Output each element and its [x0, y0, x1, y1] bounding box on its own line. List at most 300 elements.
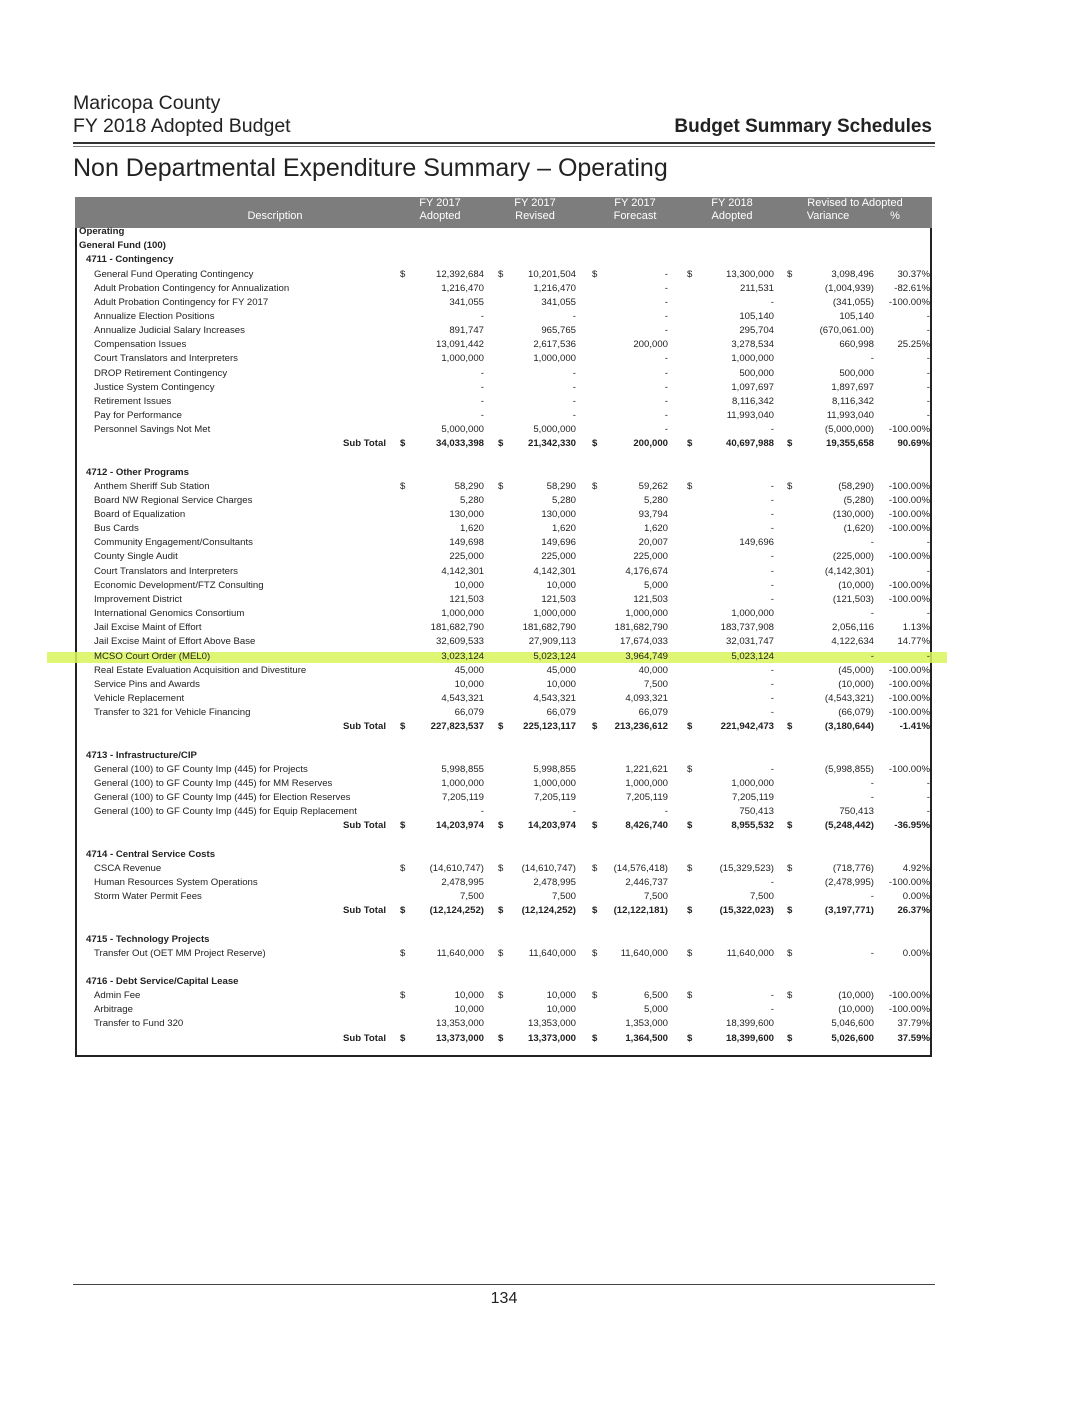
fy17-adopted-cell: (12,124,252) [429, 905, 484, 917]
line-item-label: Storm Water Permit Fees [94, 891, 202, 902]
table-row [77, 763, 930, 777]
fy17-revised-cell: 7,500 [551, 891, 576, 902]
fy17-adopted-cell: 1,000,000 [441, 353, 484, 365]
col-fy18-adopted: Adopted [711, 210, 753, 222]
fy17-adopted-cell: 891,747 [449, 325, 484, 337]
fy17-revised-cell: 10,000 [546, 990, 576, 1002]
fy18-adopted-cell: 40,697,988 [725, 438, 774, 450]
footer-divider [73, 1284, 935, 1285]
fy17-adopted-cell: (14,610,747) [429, 862, 484, 874]
variance-pct-cell: 1.13% [902, 622, 930, 634]
fy17-forecast-cell: 17,674,033 [619, 636, 668, 648]
table-row [77, 635, 930, 649]
fy17-forecast-cell: - [664, 367, 668, 379]
fy17-forecast-cell: - [664, 381, 668, 393]
fy17-revised-cell: 149,696 [541, 537, 576, 549]
fy17-adopted-cell: 11,640,000 [436, 947, 484, 959]
header-divider [73, 142, 935, 144]
currency-symbol: $ [400, 905, 406, 917]
fy17-revised-cell: 130,000 [541, 509, 576, 520]
fy18-adopted-cell: (15,322,023) [719, 905, 774, 917]
fy17-revised-cell: 27,909,113 [528, 636, 576, 648]
variance-pct-cell: - [926, 367, 930, 379]
table-header [75, 197, 932, 228]
table-row [77, 324, 930, 338]
fy18-adopted-cell: - [770, 990, 774, 1002]
fy17-adopted-cell: - [480, 395, 484, 407]
variance-cell: (121,503) [832, 593, 874, 605]
currency-symbol: $ [592, 820, 598, 832]
currency-symbol: $ [687, 820, 693, 832]
fy17-adopted-cell: 5,998,855 [441, 763, 484, 775]
fy17-forecast-cell: 40,000 [638, 664, 668, 676]
table-row [77, 621, 930, 635]
variance-cell: - [870, 792, 874, 803]
category-heading: 4715 - Technology Projects [86, 933, 210, 945]
variance-cell: 5,046,600 [831, 1018, 874, 1030]
line-item-label: Pay for Performance [94, 410, 182, 421]
fy18-adopted-cell: 1,000,000 [731, 777, 774, 789]
currency-symbol: $ [687, 763, 693, 775]
fy17-forecast-cell: - [664, 806, 668, 818]
fy18-adopted-cell: 32,031,747 [725, 636, 774, 648]
variance-pct-cell: -82.61% [894, 282, 930, 294]
fy17-forecast-cell: 5,000 [643, 1004, 668, 1016]
header-left [73, 92, 291, 138]
fy17-forecast-cell: 7,500 [643, 891, 668, 902]
variance-pct-cell: 37.59% [897, 1032, 930, 1044]
fy17-revised-cell: 1,000,000 [533, 777, 576, 789]
category-heading: 4712 - Other Programs [86, 466, 189, 478]
fy18-adopted-cell: 7,500 [749, 891, 774, 902]
currency-symbol: $ [787, 721, 793, 733]
variance-pct-cell: - [926, 310, 930, 322]
currency-symbol: $ [400, 480, 406, 492]
currency-symbol: $ [687, 905, 693, 917]
fy18-adopted-cell: 7,205,119 [732, 792, 774, 803]
currency-symbol: $ [787, 905, 793, 917]
currency-symbol: $ [592, 947, 598, 959]
fy17-revised-cell: 10,000 [546, 579, 576, 591]
fy17-revised-cell: 2,617,536 [533, 339, 576, 351]
fy18-adopted-cell: 1,000,000 [731, 608, 774, 619]
fy17-adopted-cell: - [480, 310, 484, 322]
currency-symbol: $ [400, 721, 406, 733]
table-row [77, 296, 930, 310]
line-item-label: Improvement District [94, 593, 182, 605]
currency-symbol: $ [592, 862, 598, 874]
line-item-label: Personnel Savings Not Met [94, 424, 211, 436]
variance-cell: 660,998 [839, 339, 874, 351]
fy17-revised-cell: 13,353,000 [527, 1018, 576, 1030]
line-item-label: Service Pins and Awards [94, 678, 200, 690]
fy17-adopted-cell: 4,543,321 [441, 692, 484, 704]
table-row [77, 607, 930, 621]
variance-pct-cell: -100.00% [888, 876, 930, 888]
fy18-adopted-cell: 11,640,000 [726, 947, 774, 959]
line-item-label: Justice System Contingency [94, 381, 215, 393]
line-item-label: Transfer to 321 for Vehicle Financing [94, 707, 251, 719]
fy17-forecast-cell: 181,682,790 [614, 622, 668, 634]
table-row [77, 706, 930, 720]
variance-pct-cell: - [926, 792, 930, 803]
table-row [77, 338, 930, 352]
fy17-adopted-cell: 3,023,124 [441, 650, 484, 662]
fy17-forecast-cell: 4,093,321 [625, 692, 668, 704]
fy17-revised-cell: - [572, 381, 576, 393]
fy18-adopted-cell: 5,023,124 [731, 650, 774, 662]
line-item-label: Compensation Issues [94, 339, 187, 351]
fy17-adopted-cell: 130,000 [449, 509, 484, 520]
variance-cell: 500,000 [839, 367, 874, 379]
fy17-revised-cell: 1,216,470 [533, 282, 576, 294]
currency-symbol: $ [787, 820, 793, 832]
table-row [77, 508, 930, 522]
currency-symbol: $ [787, 947, 793, 959]
table-row [77, 650, 930, 664]
currency-symbol: $ [592, 721, 598, 733]
variance-cell: (5,280) [843, 494, 874, 506]
fy18-adopted-cell: 18,399,600 [725, 1032, 774, 1044]
variance-pct-cell: -100.00% [888, 664, 930, 676]
variance-pct-cell: -100.00% [888, 509, 930, 520]
fy18-adopted-cell: 295,704 [739, 325, 774, 337]
currency-symbol: $ [498, 820, 504, 832]
variance-cell: (4,142,301) [824, 565, 874, 577]
fy17-forecast-cell: 8,426,740 [625, 820, 668, 832]
fy17-adopted-cell: 34,033,398 [435, 438, 484, 450]
fy17-adopted-cell: 13,373,000 [435, 1032, 484, 1044]
section-heading [77, 239, 930, 253]
page-number: 134 [490, 1290, 518, 1307]
variance-cell: (718,776) [832, 862, 874, 874]
fy17-adopted-cell: 10,000 [454, 1004, 484, 1016]
document-name: FY 2018 Adopted Budget [73, 115, 291, 137]
table-row [77, 777, 930, 791]
line-item-label: General (100) to GF County Imp (445) for MM Reserves [94, 777, 333, 789]
subtotal-row [77, 904, 930, 918]
fy17-revised-cell: (14,610,747) [521, 862, 576, 874]
variance-cell: 8,116,342 [832, 395, 874, 407]
fy17-revised-cell: 58,290 [546, 480, 576, 492]
table-row [77, 890, 930, 904]
fy17-adopted-cell: 5,000,000 [441, 424, 484, 436]
currency-symbol: $ [592, 1032, 598, 1044]
fy17-revised-cell: - [572, 395, 576, 407]
line-item-label: General (100) to GF County Imp (445) for Equip Replacement [94, 806, 357, 818]
variance-cell: (3,180,644) [824, 721, 874, 733]
variance-cell: (10,000) [838, 579, 874, 591]
table-row [77, 282, 930, 296]
page-title: Non Departmental Expenditure Summary – Operating [73, 154, 668, 182]
fy17-revised-cell: - [572, 367, 576, 379]
variance-pct-cell: -100.00% [888, 593, 930, 605]
table-row [77, 522, 930, 536]
currency-symbol: $ [498, 905, 504, 917]
fy17-adopted-cell: 14,203,974 [435, 820, 484, 832]
fy17-forecast-cell: 5,280 [643, 494, 668, 506]
variance-cell: 5,026,600 [831, 1032, 874, 1044]
currency-symbol: $ [687, 862, 693, 874]
line-item-label: CSCA Revenue [94, 862, 162, 874]
line-item-label: Jail Excise Maint of Effort Above Base [94, 636, 256, 648]
fy17-forecast-cell: 20,007 [638, 537, 668, 549]
variance-cell: (130,000) [832, 509, 874, 520]
fy17-revised-cell: 21,342,330 [527, 438, 576, 450]
variance-pct-cell: -100.00% [888, 678, 930, 690]
col-fy17-adopted-year: FY 2017 [419, 197, 461, 209]
fy17-revised-cell: 225,000 [541, 551, 576, 563]
table-row [77, 550, 930, 564]
table-row [77, 692, 930, 706]
variance-cell: - [870, 537, 874, 549]
currency-symbol: $ [498, 721, 504, 733]
fy17-forecast-cell: 225,000 [633, 551, 668, 563]
table-row [77, 395, 930, 409]
fy17-adopted-cell: 32,609,533 [435, 636, 484, 648]
currency-symbol: $ [787, 862, 793, 874]
section-heading [77, 749, 930, 763]
variance-pct-cell: 0.00% [902, 947, 930, 959]
fy17-revised-cell: 5,280 [551, 494, 576, 506]
variance-cell: 3,098,496 [831, 268, 874, 280]
currency-symbol: $ [592, 905, 598, 917]
fy18-adopted-cell: 13,300,000 [725, 268, 774, 280]
table-row [77, 409, 930, 423]
variance-pct-cell: -100.00% [888, 494, 930, 506]
subtotal-row [77, 437, 930, 451]
col-variance: Variance [806, 210, 850, 222]
fy17-revised-cell: 10,000 [546, 678, 576, 690]
fy17-forecast-cell: 2,446,737 [625, 876, 668, 888]
variance-pct-cell: 30.37% [897, 268, 930, 280]
col-percent: % [890, 210, 900, 222]
variance-pct-cell: -1.41% [899, 721, 930, 733]
fy17-forecast-cell: - [664, 395, 668, 407]
variance-cell: - [870, 353, 874, 365]
fy17-revised-cell: - [572, 806, 576, 818]
variance-pct-cell: - [926, 381, 930, 393]
fy17-adopted-cell: 5,280 [459, 494, 484, 506]
currency-symbol: $ [687, 438, 693, 450]
currency-symbol: $ [498, 990, 504, 1002]
fy18-adopted-cell: - [770, 480, 774, 492]
table-row [77, 268, 930, 282]
fy18-adopted-cell: 8,955,532 [731, 820, 774, 832]
variance-pct-cell: - [926, 353, 930, 365]
variance-pct-cell: -100.00% [888, 551, 930, 563]
subtotal-row [77, 819, 930, 833]
fy17-adopted-cell: 2,478,995 [441, 876, 484, 888]
currency-symbol: $ [498, 862, 504, 874]
fy17-adopted-cell: 58,290 [454, 480, 484, 492]
fy17-adopted-cell: 227,823,537 [430, 721, 484, 733]
fy17-adopted-cell: 12,392,684 [435, 268, 484, 280]
fy18-adopted-cell: - [770, 692, 774, 704]
table-row [77, 565, 930, 579]
line-item-label: Admin Fee [94, 990, 141, 1002]
fy17-forecast-cell: 213,236,612 [614, 721, 668, 733]
variance-cell: (5,998,855) [824, 763, 874, 775]
currency-symbol: $ [498, 480, 504, 492]
fy17-adopted-cell: 10,000 [454, 678, 484, 690]
line-item-label: Board of Equalization [94, 509, 186, 520]
category-heading: 4714 - Central Service Costs [86, 848, 216, 860]
fy17-adopted-cell: 66,079 [454, 707, 484, 719]
fy17-forecast-cell: 121,503 [633, 593, 668, 605]
fy17-adopted-cell: 45,000 [454, 664, 484, 676]
line-item-label: Adult Probation Contingency for Annualization [94, 282, 290, 294]
currency-symbol: $ [592, 268, 598, 280]
fy17-adopted-cell: 341,055 [449, 296, 484, 308]
variance-pct-cell: - [926, 410, 930, 421]
fy17-adopted-cell: - [480, 381, 484, 393]
line-item-label: General (100) to GF County Imp (445) for Projects [94, 763, 308, 775]
fy17-adopted-cell: 13,353,000 [435, 1018, 484, 1030]
currency-symbol: $ [687, 480, 693, 492]
variance-cell: - [870, 891, 874, 902]
fy17-adopted-cell: 225,000 [449, 551, 484, 563]
table-row [77, 352, 930, 366]
variance-pct-cell: -100.00% [888, 707, 930, 719]
variance-pct-cell: - [926, 608, 930, 619]
fy17-revised-cell: (12,124,252) [521, 905, 576, 917]
currency-symbol: $ [687, 947, 693, 959]
fy17-forecast-cell: 66,079 [638, 707, 668, 719]
fy17-adopted-cell: 149,698 [449, 537, 484, 549]
variance-cell: (341,055) [832, 296, 874, 308]
line-item-label: Bus Cards [94, 523, 139, 535]
category-heading: 4716 - Debt Service/Capital Lease [86, 975, 239, 987]
currency-symbol: $ [400, 820, 406, 832]
line-item-label: General Fund Operating Contingency [94, 268, 254, 280]
variance-cell: - [870, 650, 874, 662]
section-heading [77, 933, 930, 947]
line-item-label: Retirement Issues [94, 395, 172, 407]
currency-symbol: $ [787, 480, 793, 492]
fy18-adopted-cell: - [770, 1004, 774, 1016]
fy17-adopted-cell: 7,500 [459, 891, 484, 902]
variance-cell: (45,000) [838, 664, 874, 676]
variance-cell: (58,290) [838, 480, 874, 492]
table-row [77, 480, 930, 494]
variance-cell: (4,543,321) [824, 692, 874, 704]
currency-symbol: $ [498, 947, 504, 959]
group-heading: General Fund (100) [79, 240, 166, 252]
fy17-revised-cell: 5,998,855 [533, 763, 576, 775]
currency-symbol: $ [592, 480, 598, 492]
col-fy17-adopted: Adopted [419, 210, 461, 222]
fy17-adopted-cell: 7,205,119 [442, 792, 484, 803]
subtotal-label: Sub Total [343, 905, 386, 917]
fy17-revised-cell: 4,142,301 [533, 565, 576, 577]
currency-symbol: $ [498, 438, 504, 450]
subtotal-label: Sub Total [343, 820, 386, 832]
col-fy17-revised: Revised [515, 210, 555, 222]
fy17-adopted-cell: - [480, 806, 484, 818]
fy18-adopted-cell: 750,413 [739, 806, 774, 818]
fy17-revised-cell: 1,620 [551, 523, 576, 535]
table-row [77, 579, 930, 593]
fy18-adopted-cell: 105,140 [739, 310, 774, 322]
header-divider-thin [73, 146, 935, 147]
fy17-forecast-cell: (14,576,418) [613, 862, 668, 874]
fy17-revised-cell: 45,000 [546, 664, 576, 676]
table-row [77, 1003, 930, 1017]
variance-pct-cell: -100.00% [888, 692, 930, 704]
fy17-adopted-cell: 181,682,790 [430, 622, 484, 634]
fy17-forecast-cell: - [664, 353, 668, 365]
currency-symbol: $ [400, 1032, 406, 1044]
line-item-label: Human Resources System Operations [94, 876, 258, 888]
variance-pct-cell: 14.77% [897, 636, 930, 648]
currency-symbol: $ [687, 721, 693, 733]
fy18-adopted-cell: - [770, 664, 774, 676]
variance-pct-cell: -100.00% [888, 424, 930, 436]
fy17-revised-cell: 66,079 [546, 707, 576, 719]
section-heading [77, 975, 930, 989]
currency-symbol: $ [400, 438, 406, 450]
fy17-revised-cell: - [572, 410, 576, 421]
fy17-adopted-cell: 10,000 [454, 990, 484, 1002]
fy17-forecast-cell: 5,000 [643, 579, 668, 591]
variance-cell: (66,079) [838, 707, 874, 719]
fy17-forecast-cell: - [664, 410, 668, 421]
subtotal-label: Sub Total [343, 1032, 386, 1044]
line-item-label: Real Estate Evaluation Acquisition and Divestiture [94, 664, 307, 676]
variance-pct-cell: -36.95% [894, 820, 930, 832]
line-item-label: Annualize Judicial Salary Increases [94, 325, 245, 337]
currency-symbol: $ [687, 1032, 693, 1044]
variance-pct-cell: - [926, 325, 930, 337]
variance-cell: (225,000) [832, 551, 874, 563]
fy18-adopted-cell: - [770, 876, 774, 888]
fy18-adopted-cell: 1,000,000 [731, 353, 774, 365]
fy17-revised-cell: 10,000 [546, 1004, 576, 1016]
table-row [77, 310, 930, 324]
fy18-adopted-cell: - [770, 523, 774, 535]
variance-cell: (5,000,000) [824, 424, 874, 436]
fy17-revised-cell: 341,055 [541, 296, 576, 308]
fy17-revised-cell: 1,000,000 [533, 608, 576, 619]
fy17-forecast-cell: 93,794 [638, 509, 668, 520]
fy17-adopted-cell: 1,000,000 [441, 608, 484, 619]
fy17-revised-cell: 965,765 [541, 325, 576, 337]
subtotal-label: Sub Total [343, 721, 386, 733]
variance-pct-cell: - [926, 565, 930, 577]
fy17-forecast-cell: 3,964,749 [625, 650, 668, 662]
variance-cell: - [870, 777, 874, 789]
table-row [77, 989, 930, 1003]
currency-symbol: $ [592, 438, 598, 450]
variance-pct-cell: - [926, 777, 930, 789]
fy17-revised-cell: 5,000,000 [533, 424, 576, 436]
line-item-label: Court Translators and Interpreters [94, 565, 238, 577]
line-item-label: General (100) to GF County Imp (445) for Election Reserves [94, 792, 351, 803]
variance-pct-cell: -100.00% [888, 296, 930, 308]
category-heading: 4713 - Infrastructure/CIP [86, 749, 197, 761]
subtotal-row [77, 720, 930, 734]
org-name: Maricopa County [73, 92, 221, 114]
line-item-label: DROP Retirement Contingency [94, 367, 228, 379]
fy17-revised-cell: 1,000,000 [533, 353, 576, 365]
currency-symbol: $ [687, 990, 693, 1002]
fy18-adopted-cell: - [770, 579, 774, 591]
line-item-label: Community Engagement/Consultants [94, 537, 253, 549]
fy18-adopted-cell: 3,278,534 [731, 339, 774, 351]
fy17-forecast-cell: 1,221,621 [625, 763, 668, 775]
table-row [77, 678, 930, 692]
